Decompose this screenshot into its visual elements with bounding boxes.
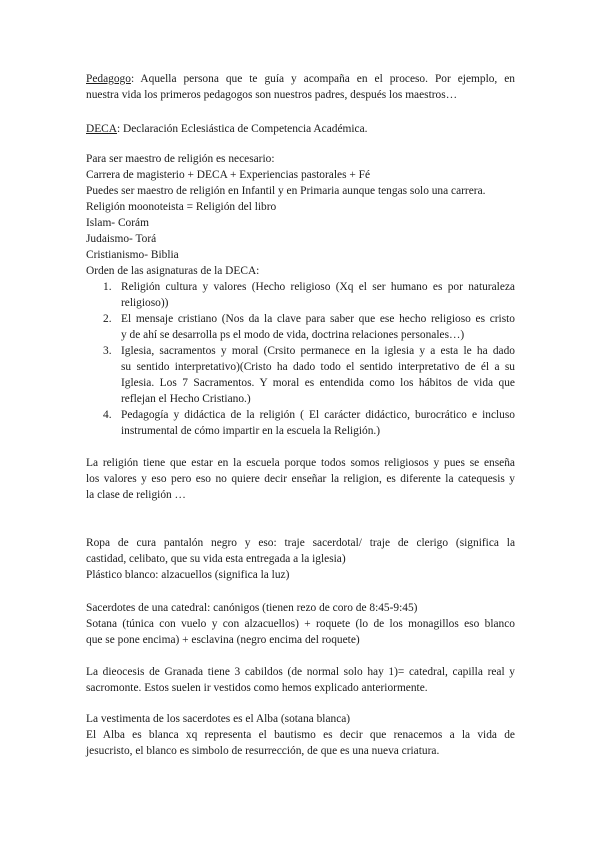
list-line: religioso)) <box>121 297 169 309</box>
list-line: y de ahí se desarrolla ps el modo de vida, doctrina relaciones personales…) <box>121 329 465 341</box>
text-line: Islam- Corám <box>86 217 149 229</box>
text-line: Para ser maestro de religión es necesario: <box>86 153 275 165</box>
list-line: Pedagogía y didáctica de la religión ( El carácter didáctico, burocrático e incluso <box>121 409 515 421</box>
pedagogo-line-1 <box>86 71 515 87</box>
list-line: Iglesia, sacramentos y moral (Crsito permanece en la iglesia y a esta le ha dado <box>121 345 515 357</box>
paragraph-deca <box>86 121 515 137</box>
paragraph-religion-escuela <box>86 455 515 503</box>
paragraph-cabildos <box>86 664 515 696</box>
text-line: La dieocesis de Granada tiene 3 cabildos (de normal solo hay 1)= catedral, capilla real y <box>86 666 515 678</box>
pedagogo-term: Pedagogo <box>86 73 131 85</box>
deca-definition: : Declaración Eclesiástica de Competencia Académica. <box>117 123 368 135</box>
text-line: Carrera de magisterio + DECA + Experiencias pastorales + Fé <box>86 169 371 181</box>
paragraph-canonigos <box>86 600 515 648</box>
text-line: Orden de las asignaturas de la DECA: <box>86 265 260 277</box>
text-line: Puedes ser maestro de religión en Infantil y en Primaria aunque tengas solo una carrera. <box>86 185 486 197</box>
paragraph-requisitos <box>86 151 515 279</box>
paragraph-alba <box>86 711 515 759</box>
text-line: Judaismo- Torá <box>86 233 157 245</box>
text-line: Plástico blanco: alzacuellos (significa la luz) <box>86 569 290 581</box>
list-line: instrumental de cómo impartir en la escuela la Religión.) <box>121 425 381 437</box>
numbered-list <box>86 279 515 439</box>
list-item <box>86 279 515 311</box>
text-line: castidad, celibato, que su vida esta entregada a la iglesia) <box>86 553 346 565</box>
text-line: La religión tiene que estar en la escuela porque todos somos religiosos y pues se enseña <box>86 457 515 469</box>
text-line: Religión moonoteista = Religión del libro <box>86 201 277 213</box>
list-line: Religión cultura y valores (Hecho religioso (Xq el ser humano es por naturaleza <box>121 281 515 293</box>
list-item <box>86 311 515 343</box>
text-line: El Alba es blanca xq representa el bautismo es decir que renacemos a la vida de <box>86 729 515 741</box>
list-item <box>86 407 515 439</box>
text-line: Cristianismo- Biblia <box>86 249 179 261</box>
text-line: sacromonte. Estos suelen ir vestidos como hemos explicado anteriormente. <box>86 682 428 694</box>
list-line: Iglesia. Los 7 Sacramentos. Y moral es entendida como los hábitos de vida que <box>121 377 515 389</box>
text-line: Sotana (túnica con vuelo y con alzacuellos) + roquete (lo de los monagillos eso blanco <box>86 618 515 630</box>
list-line: reflejan el Hecho Cristiano.) <box>121 393 251 405</box>
pedagogo-line-2: nuestra vida los primeros pedagogos son nuestros padres, después los maestros… <box>86 89 458 101</box>
text-line: jesucristo, el blanco es simbolo de resurrección, de que es una nueva criatura. <box>86 745 440 757</box>
deca-term: DECA <box>86 123 118 135</box>
text-line: que se pone encima) + esclavina (negro encima del roquete) <box>86 634 360 646</box>
text-line: los valores y eso pero eso no quiere decir enseñar la religion, es diferente la catequesis y <box>86 473 515 485</box>
paragraph-ropa-cura <box>86 535 515 583</box>
list-number: 4. <box>103 409 112 421</box>
text-line: Sacerdotes de una catedral: canónigos (tienen rezo de coro de 8:45-9:45) <box>86 602 418 614</box>
list-line: El mensaje cristiano (Nos da la clave para saber que ese hecho religioso es cristo <box>121 313 515 325</box>
text-line: La vestimenta de los sacerdotes es el Alba (sotana blanca) <box>86 713 351 725</box>
list-number: 3. <box>103 345 112 357</box>
pedagogo-definition: : Aquella persona que te guía y acompaña en el proceso. Por ejemplo, en <box>130 73 515 85</box>
paragraph-pedagogo <box>86 71 515 103</box>
list-line: su sentido interpretativo)(Cristo ha dado todo el sentido interpretativo de él a su <box>121 361 515 373</box>
text-line: la clase de religión … <box>86 489 186 501</box>
deca-line <box>86 121 515 137</box>
list-item <box>86 343 515 407</box>
text-line: Ropa de cura pantalón negro y eso: traje sacerdotal/ traje de clerigo (significa la <box>86 537 515 549</box>
list-number: 2. <box>103 313 112 325</box>
list-number: 1. <box>103 281 112 293</box>
